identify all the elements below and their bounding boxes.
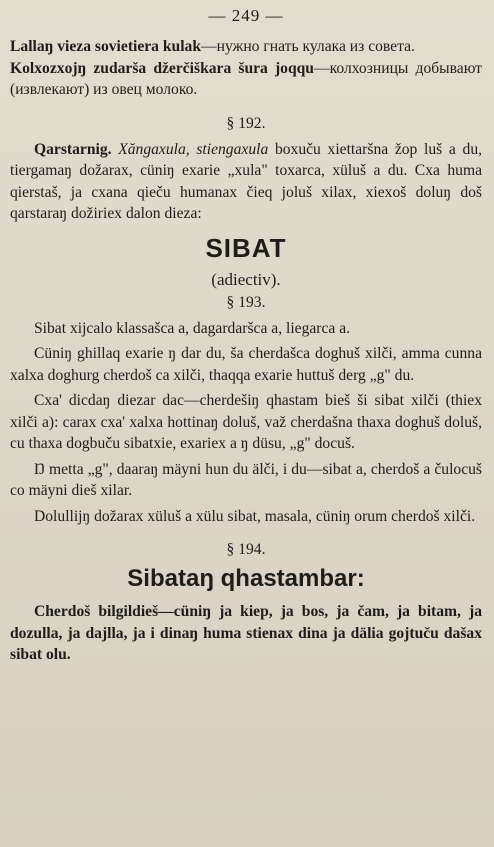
- heading-sibat: SIBAT: [205, 232, 287, 263]
- paragraph-body: boxuču xiettaršna žop luš a du, tiergamaŋ dožarax, cüniŋ exarie „xula" toxarca, xüluš a du. Cxa huma qierstaš, ja cxana qieču humanax čieq joluš xilax, xiexoš doluŋ doš qarstaraŋ dožiriex dalon dieza:: [10, 140, 483, 222]
- paragraph-193-c: Cxa' dicdaŋ diezar dac—cherdešiŋ qhastam bieš ši sibat xilči (thiex xilči a): carax cxa' xalxa hottinaŋ doluš, važ cherdašna thaxa doghuš doluš, cu thaxa dogbuču sibatxie, exariex a ŋ düsu, „g" docuš.: [10, 392, 482, 452]
- section-number-194: § 194.: [226, 541, 266, 558]
- paragraph-194: Cherdoš bilgildieš—cüniŋ ja kiep, ja bos, ja čam, ja bitam, ja dozulla, ja dajlla, ja i dinaŋ huma stienax dina ja dälia gojtuču dašax sibat olu.: [10, 603, 482, 663]
- paragraph-193-d: Ŋ metta „g", daaraŋ mäyni hun du älči, i du—sibat a, cherdoš a čulocuš co mäyni dieš xilar.: [10, 460, 482, 499]
- heading-sibatan: Sibataŋ qhastambar:: [127, 565, 365, 592]
- example-term: Kolxozxojŋ zudarša džerčiškara šura joqqu: [10, 59, 314, 77]
- example-translation: —колхозницы добывают (извлекают) из овец молоко.: [10, 59, 482, 98]
- page-number: — 249 —: [208, 6, 284, 25]
- example-translation: —нужно гнать кулака из совета.: [201, 38, 415, 55]
- example-line-2: [10, 58, 482, 101]
- example-term: Lallaŋ vieza sovietiera kulak: [10, 38, 202, 55]
- paragraph-193-a: Sibat xijcalo klassašca a, dagardaršca a, liegarca a.: [34, 319, 351, 337]
- paragraph-193-b: Cüniŋ ghillaq exarie ŋ dar du, ša cherdašca doghuš xilči, amma cunna xalxa doghurg cherdoš ca xilči, thaqqa exarie huttuš derg „g" du.: [10, 345, 482, 384]
- paragraph-192: [10, 139, 482, 225]
- subheading-adjective: (adiectiv).: [211, 269, 281, 289]
- example-line-1: [10, 36, 482, 58]
- paragraph-193-e: Dolullijŋ dožarax xüluš a xülu sibat, masala, cüniŋ orum cherdoš xilči.: [34, 507, 476, 525]
- paragraph-italic: Xăngaxula, stiengaxula: [118, 140, 269, 158]
- section-number-192: § 192.: [226, 114, 266, 132]
- section-number-193: § 193.: [226, 293, 266, 311]
- paragraph-lead: Qarstarnig.: [34, 140, 112, 158]
